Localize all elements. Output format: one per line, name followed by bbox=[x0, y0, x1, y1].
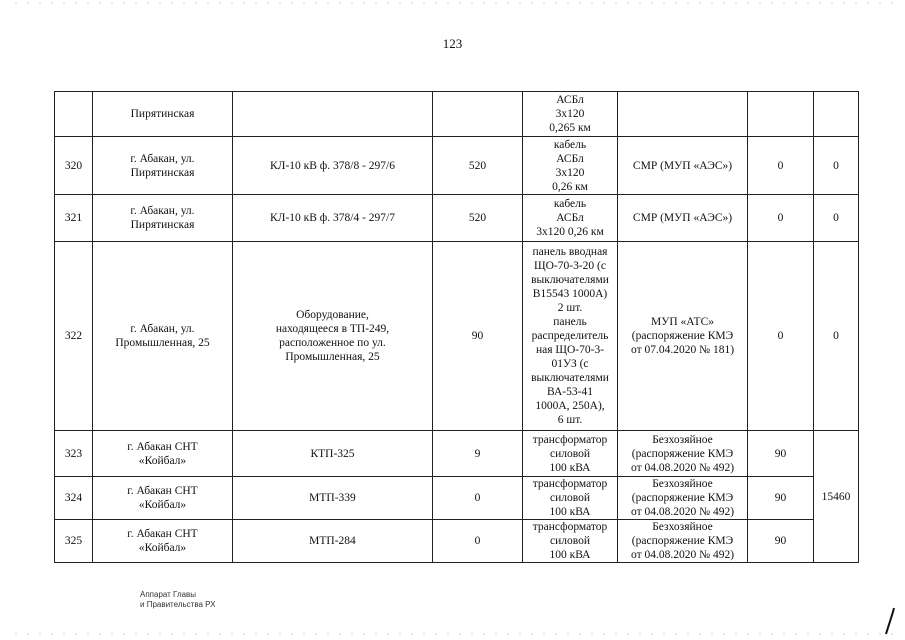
description-cell-line: АСБл bbox=[556, 212, 584, 224]
address-cell-line: г. Абакан СНТ bbox=[127, 528, 198, 540]
row-number-cell: 322 bbox=[55, 242, 93, 431]
address-cell-line: «Койбал» bbox=[138, 499, 187, 511]
object-cell-line: Оборудование, bbox=[296, 309, 369, 321]
table-row bbox=[55, 195, 859, 242]
description-cell-line: 0,265 км bbox=[549, 122, 591, 134]
length-cell: 90 bbox=[433, 242, 523, 431]
basis-cell-line: (распоряжение КМЭ bbox=[631, 447, 734, 460]
row-number-cell: 320 bbox=[55, 137, 93, 195]
description-cell bbox=[523, 477, 618, 520]
basis-cell bbox=[618, 137, 748, 195]
description-cell-line: ВА-53-41 bbox=[547, 386, 593, 398]
description-cell-line: В15543 1000А) bbox=[532, 288, 608, 300]
table-row bbox=[55, 520, 859, 563]
table-row bbox=[55, 137, 859, 195]
basis-cell-line: (распоряжение КМЭ bbox=[631, 330, 734, 342]
basis-cell bbox=[618, 520, 748, 563]
description-cell-line: панель bbox=[553, 316, 587, 328]
length-cell: 0 bbox=[433, 477, 523, 520]
page-number: 123 bbox=[442, 36, 463, 51]
basis-cell-line: Безхозяйное bbox=[652, 433, 713, 446]
basis-cell-line: от 07.04.2020 № 181) bbox=[630, 344, 735, 356]
basis-cell-line: от 04.08.2020 № 492) bbox=[630, 461, 735, 474]
address-cell-line: Пирятинская bbox=[130, 166, 195, 179]
value2-cell bbox=[814, 92, 859, 137]
object-cell bbox=[233, 431, 433, 477]
object-cell-line: МТП-284 bbox=[309, 535, 356, 547]
value1-cell: 0 bbox=[748, 137, 814, 195]
description-cell bbox=[523, 520, 618, 563]
object-cell bbox=[233, 477, 433, 520]
length-cell: 520 bbox=[433, 195, 523, 242]
address-cell bbox=[93, 431, 233, 477]
description-cell bbox=[523, 242, 618, 431]
description-cell-line: силовой bbox=[549, 492, 590, 504]
object-cell bbox=[233, 242, 433, 431]
address-cell-line: г. Абакан СНТ bbox=[127, 440, 198, 453]
basis-cell bbox=[618, 477, 748, 520]
description-cell-line: АСБл bbox=[556, 94, 584, 106]
object-cell bbox=[233, 137, 433, 195]
row-number-cell: 321 bbox=[55, 195, 93, 242]
table-row bbox=[55, 431, 859, 477]
value1-cell: 90 bbox=[748, 520, 814, 563]
address-cell bbox=[93, 242, 233, 431]
address-cell-line: Пирятинская bbox=[130, 108, 195, 120]
length-cell: 9 bbox=[433, 431, 523, 477]
basis-cell-line: Безхозяйное bbox=[652, 521, 713, 533]
object-cell-line: Промышленная, 25 bbox=[285, 351, 380, 363]
basis-cell-line: МУП «АТС» bbox=[650, 316, 715, 328]
length-cell bbox=[433, 92, 523, 137]
object-cell-line: МТП-339 bbox=[309, 492, 356, 504]
description-cell-line: трансформатор bbox=[532, 433, 608, 446]
basis-cell-line: (распоряжение КМЭ bbox=[631, 492, 734, 504]
pen-mark bbox=[884, 606, 898, 636]
description-cell-line: ная ЩО-70-3- bbox=[535, 344, 605, 356]
description-cell-line: 3х120 bbox=[555, 108, 585, 120]
length-cell: 0 bbox=[433, 520, 523, 563]
address-cell-line: Промышленная, 25 bbox=[115, 337, 210, 349]
description-cell-line: силовой bbox=[549, 447, 590, 460]
address-cell-line: г. Абакан, ул. bbox=[130, 323, 195, 335]
description-cell-line: 2 шт. bbox=[557, 302, 583, 314]
object-cell bbox=[233, 520, 433, 563]
object-cell-line: расположенное по ул. bbox=[279, 337, 386, 349]
address-cell bbox=[93, 137, 233, 195]
description-cell-line: распределитель bbox=[531, 330, 609, 342]
length-cell: 520 bbox=[433, 137, 523, 195]
table-body bbox=[55, 92, 859, 563]
address-cell-line: «Койбал» bbox=[138, 454, 187, 467]
description-cell-line: выключателями bbox=[531, 274, 609, 286]
description-cell-line: панель вводная bbox=[532, 246, 608, 258]
description-cell-line: 100 кВА bbox=[549, 549, 591, 561]
description-cell-line: 100 кВА bbox=[549, 506, 591, 518]
value1-cell: 0 bbox=[748, 195, 814, 242]
object-cell bbox=[233, 195, 433, 242]
address-cell-line: г. Абакан СНТ bbox=[127, 485, 198, 497]
scan-noise-top bbox=[10, 2, 895, 4]
basis-cell bbox=[618, 92, 748, 137]
basis-cell-line: Безхозяйное bbox=[652, 478, 713, 490]
description-cell-line: 1000А, 250А), bbox=[535, 400, 605, 412]
address-cell bbox=[93, 520, 233, 563]
object-cell-line: КЛ-10 кВ ф. 378/8 - 297/6 bbox=[270, 159, 395, 172]
value2-cell: 0 bbox=[814, 195, 859, 242]
address-cell-line: Пирятинская bbox=[130, 219, 195, 231]
description-cell bbox=[523, 92, 618, 137]
table-row bbox=[55, 477, 859, 520]
description-cell-line: выключателями bbox=[531, 372, 609, 384]
stamp-line-1: Аппарат Главы bbox=[140, 590, 197, 599]
basis-cell-line: (распоряжение КМЭ bbox=[631, 535, 734, 547]
table-row bbox=[55, 242, 859, 431]
value2-cell: 0 bbox=[814, 137, 859, 195]
address-cell bbox=[93, 477, 233, 520]
basis-cell bbox=[618, 195, 748, 242]
stamp-line-2: и Правительства РХ bbox=[140, 600, 216, 609]
description-cell-line: ЩО-70-3-20 (с bbox=[534, 260, 606, 272]
object-cell bbox=[233, 92, 433, 137]
description-cell bbox=[523, 195, 618, 242]
basis-cell-line: от 04.08.2020 № 492) bbox=[630, 506, 735, 518]
table-row bbox=[55, 92, 859, 137]
row-number-cell: 325 bbox=[55, 520, 93, 563]
description-cell-line: 01УЗ (с bbox=[551, 358, 589, 370]
property-table bbox=[54, 91, 859, 563]
value1-cell bbox=[748, 92, 814, 137]
description-cell-line: силовой bbox=[549, 535, 590, 547]
value2-merged-cell: 15460 bbox=[814, 431, 859, 563]
value1-cell: 90 bbox=[748, 431, 814, 477]
description-cell-line: АСБл bbox=[556, 152, 584, 165]
description-cell bbox=[523, 137, 618, 195]
description-cell-line: кабель bbox=[553, 138, 587, 151]
row-number-cell: 324 bbox=[55, 477, 93, 520]
row-number-cell: 323 bbox=[55, 431, 93, 477]
scan-noise-bottom bbox=[10, 633, 895, 635]
description-cell-line: 3х120 bbox=[555, 166, 585, 179]
description-cell-line: 6 шт. bbox=[557, 414, 583, 426]
registration-stamp bbox=[140, 590, 215, 610]
basis-cell bbox=[618, 242, 748, 431]
row-number-cell bbox=[55, 92, 93, 137]
description-cell-line: трансформатор bbox=[532, 478, 608, 490]
description-cell-line: кабель bbox=[553, 198, 587, 210]
basis-cell bbox=[618, 431, 748, 477]
address-cell-line: г. Абакан, ул. bbox=[130, 152, 195, 165]
basis-cell-line: СМР (МУП «АЭС») bbox=[632, 212, 733, 224]
value1-cell: 90 bbox=[748, 477, 814, 520]
description-cell-line: 0,26 км bbox=[552, 180, 588, 193]
object-cell-line: находящееся в ТП-249, bbox=[275, 323, 390, 335]
address-cell-line: «Койбал» bbox=[138, 542, 187, 554]
address-cell bbox=[93, 92, 233, 137]
basis-cell-line: СМР (МУП «АЭС») bbox=[632, 159, 733, 172]
description-cell bbox=[523, 431, 618, 477]
value2-cell: 0 bbox=[814, 242, 859, 431]
object-cell-line: КЛ-10 кВ ф. 378/4 - 297/7 bbox=[270, 212, 395, 224]
address-cell bbox=[93, 195, 233, 242]
description-cell-line: трансформатор bbox=[532, 521, 608, 533]
object-cell-line: КТП-325 bbox=[310, 447, 355, 460]
address-cell-line: г. Абакан, ул. bbox=[130, 205, 195, 217]
description-cell-line: 100 кВА bbox=[549, 461, 591, 474]
value1-cell: 0 bbox=[748, 242, 814, 431]
basis-cell-line: от 04.08.2020 № 492) bbox=[630, 549, 735, 561]
description-cell-line: 3х120 0,26 км bbox=[536, 226, 604, 238]
